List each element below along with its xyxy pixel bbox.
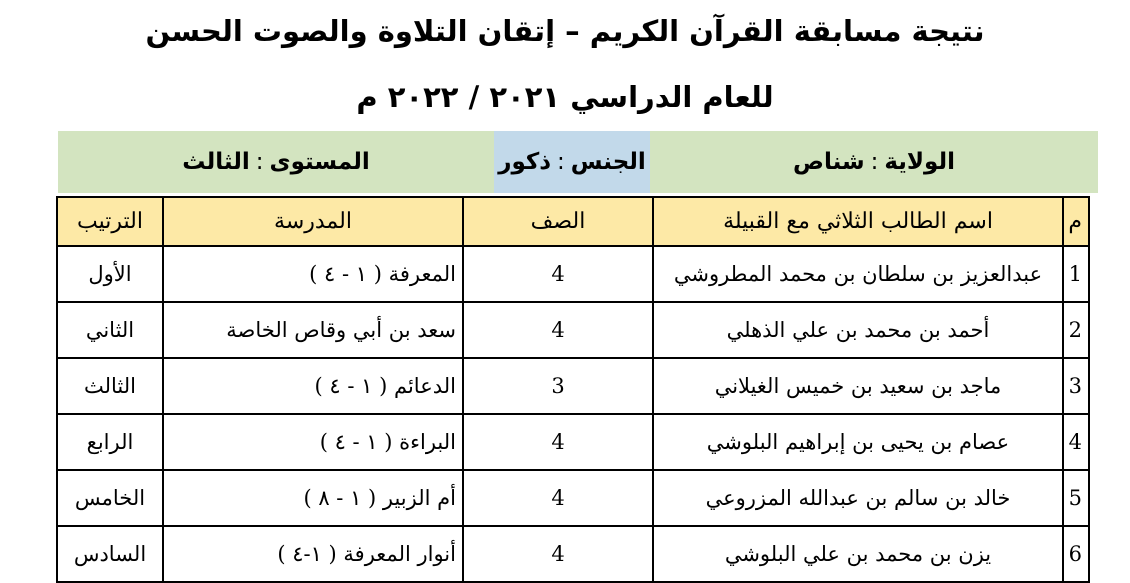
table-row	[57, 526, 1089, 582]
rank: الخامس	[57, 470, 163, 526]
region-separator: :	[870, 149, 879, 175]
table-row	[57, 414, 1089, 470]
row-number: 3	[1063, 358, 1089, 414]
rank: الثاني	[57, 302, 163, 358]
student-grade: 4	[463, 526, 653, 582]
title-line-1: نتيجة مسابقة القرآن الكريم – إتقان التلاوة والصوت الحسن	[145, 14, 985, 48]
row-number: 1	[1063, 246, 1089, 302]
level-cell	[58, 131, 494, 193]
student-name: أحمد بن محمد بن علي الذهلي	[653, 302, 1063, 358]
school-name: المعرفة ( ١ - ٤ )	[163, 246, 463, 302]
student-grade: 4	[463, 470, 653, 526]
school-name: أنوار المعرفة ( ١-٤ )	[163, 526, 463, 582]
header-rank: الترتيب	[57, 197, 163, 246]
school-name: البراءة ( ١ - ٤ )	[163, 414, 463, 470]
region-value: شناص	[793, 149, 865, 175]
rank: الرابع	[57, 414, 163, 470]
rank: الأول	[57, 246, 163, 302]
table-row	[57, 358, 1089, 414]
gender-separator: :	[557, 149, 565, 175]
gender-value: ذكور	[498, 149, 552, 175]
level-separator: :	[255, 149, 264, 175]
level-value: الثالث	[182, 149, 250, 175]
header-school: المدرسة	[163, 197, 463, 246]
student-name: خالد بن سالم بن عبدالله المزروعي	[653, 470, 1063, 526]
student-name: عصام بن يحيى بن إبراهيم البلوشي	[653, 414, 1063, 470]
student-grade: 4	[463, 246, 653, 302]
header-grade: الصف	[463, 197, 653, 246]
title-line-2: للعام الدراسي ٢٠٢١ / ٢٠٢٢ م	[356, 80, 774, 114]
results-table	[56, 196, 1090, 583]
rank: السادس	[57, 526, 163, 582]
rank: الثالث	[57, 358, 163, 414]
region-cell	[650, 131, 1098, 193]
school-name: أم الزبير ( ١ - ٨ )	[163, 470, 463, 526]
student-name: ماجد بن سعيد بن خميس الغيلاني	[653, 358, 1063, 414]
header-num: م	[1063, 197, 1089, 246]
table-row	[57, 302, 1089, 358]
student-grade: 4	[463, 414, 653, 470]
gender-label: الجنس	[570, 149, 646, 175]
region-label: الولاية	[884, 149, 955, 175]
student-grade: 3	[463, 358, 653, 414]
student-name: عبدالعزيز بن سلطان بن محمد المطروشي	[653, 246, 1063, 302]
row-number: 6	[1063, 526, 1089, 582]
school-name: الدعائم ( ١ - ٤ )	[163, 358, 463, 414]
student-grade: 4	[463, 302, 653, 358]
table-row	[57, 246, 1089, 302]
header-name: اسم الطالب الثلاثي مع القبيلة	[653, 197, 1063, 246]
school-name: سعد بن أبي وقاص الخاصة	[163, 302, 463, 358]
row-number: 2	[1063, 302, 1089, 358]
row-number: 4	[1063, 414, 1089, 470]
student-name: يزن بن محمد بن علي البلوشي	[653, 526, 1063, 582]
level-label: المستوى	[269, 149, 370, 175]
table-header-row	[57, 197, 1089, 246]
table-row	[57, 470, 1089, 526]
gender-cell	[494, 131, 650, 193]
row-number: 5	[1063, 470, 1089, 526]
